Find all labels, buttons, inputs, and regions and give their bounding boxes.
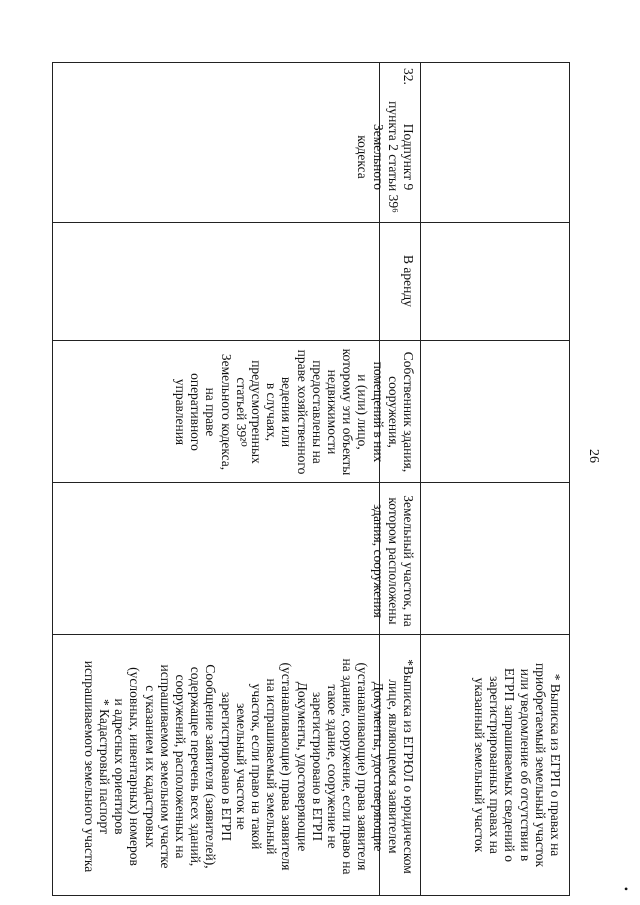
land-text: Земельный участок, на котором расположены здания, сооружения xyxy=(370,495,416,627)
right-type-cell xyxy=(52,222,420,340)
docs-continuation-cell xyxy=(420,634,569,895)
land-cell xyxy=(52,482,420,634)
applicant-text: Собственник здания, сооружения, помещений в них и (или) лицо, которому эти объекты недвижимости предоставлены на праве хозяйственного ведения или в случаях, предусмотренных статьей 39²⁰ Земельного кодекса, на праве оперативного управления xyxy=(172,348,416,476)
row-number: 32. xyxy=(401,68,416,85)
docs-continuation-text: * Выписка из ЕГРП о правах на приобретаемый земельный участок или уведомление об отсутствии в ЕГРП запрашиваемых сведений о зарегистрированных правах на указанный земельный участок xyxy=(471,662,563,868)
basis-cell xyxy=(52,92,420,222)
documents-cell xyxy=(52,634,420,895)
page-number: 26 xyxy=(586,449,601,463)
basis-text: Подпункт 9 пункта 2 статьи 39⁶ Земельного кодекса xyxy=(355,101,416,213)
document-table xyxy=(52,62,570,896)
documents-text: *Выписка из ЕГРЮЛ о юридическом лице, являющемся заявителем Документы, удостоверяющие (устанавливающие) права заявителя на здание, сооружение, если право на такое здание, сооружение не зарегистрировано в ЕГРП Документы, удостоверяющие (устанавливающие) права заявителя на испрашиваемый земельный участок, если право на такой земельный участок не зарегистрировано в ЕГРП Сообщение заявителя (заявителей), содержащее перечень всех зданий, сооружений, расположенных на испрашиваемом земельном участке с указанием их кадастровых (условных, инвентарных) номеров и адресных ориентиров * Кадастровый паспорт испрашиваемого земельного участка xyxy=(81,658,416,875)
right-type-text: В аренду xyxy=(401,255,416,307)
applicant-cell xyxy=(52,340,420,482)
scan-mark: • xyxy=(624,882,629,896)
